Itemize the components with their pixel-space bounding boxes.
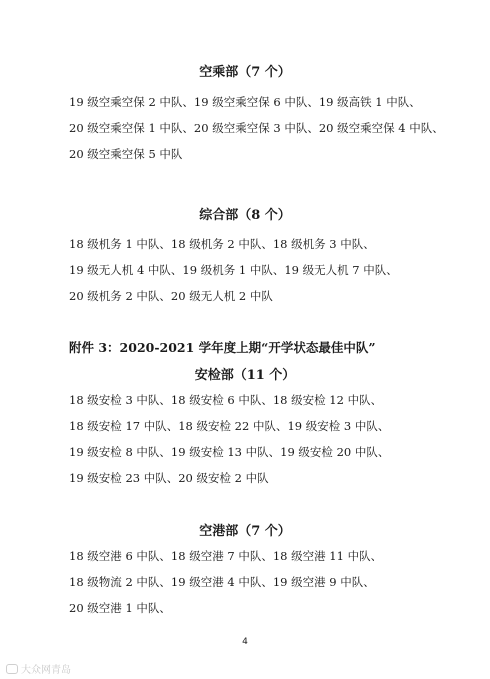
section-heading-kongcheng: 空乘部（7 个） [199,65,291,80]
section-line: 18 级机务 1 中队、18 级机务 2 中队、18 级机务 3 中队、 [69,237,375,251]
section-heading-konggang: 空港部（7 个） [199,524,291,539]
section-line: 20 级空乘空保 1 中队、20 级空乘空保 3 中队、20 级空乘空保 4 中队、 [69,121,444,135]
section-line: 18 级安检 17 中队、18 级安检 22 中队、19 级安检 3 中队、 [69,419,390,433]
section-line: 19 级无人机 4 中队、19 级机务 1 中队、19 级无人机 7 中队、 [69,263,398,277]
section-line: 20 级空港 1 中队、 [69,601,171,615]
section-line: 19 级安检 8 中队、19 级安检 13 中队、19 级安检 20 中队、 [69,445,390,459]
section-line: 20 级空乘空保 5 中队 [69,147,183,161]
watermark-logo-icon [6,664,18,674]
section-line: 20 级机务 2 中队、20 级无人机 2 中队 [69,289,273,303]
section-line: 18 级安检 3 中队、18 级安检 6 中队、18 级安检 12 中队、 [69,393,383,407]
section-heading-anjian: 安检部（11 个） [194,368,296,383]
section-line: 18 级物流 2 中队、19 级空港 4 中队、19 级空港 9 中队、 [69,575,375,589]
section-heading-zonghe: 综合部（8 个） [199,208,291,223]
section-line: 19 级安检 23 中队、20 级安检 2 中队 [69,471,269,485]
watermark [6,661,71,676]
attachment-title: 附件 3：2020-2021 学年度上期“开学状态最佳中队” [69,340,376,355]
section-line: 18 级空港 6 中队、18 级空港 7 中队、18 级空港 11 中队、 [69,549,383,563]
section-line: 19 级空乘空保 2 中队、19 级空乘空保 6 中队、19 级高铁 1 中队、 [69,95,421,109]
watermark-text: 大众网青岛 [21,665,71,676]
page-number: 4 [242,637,248,647]
